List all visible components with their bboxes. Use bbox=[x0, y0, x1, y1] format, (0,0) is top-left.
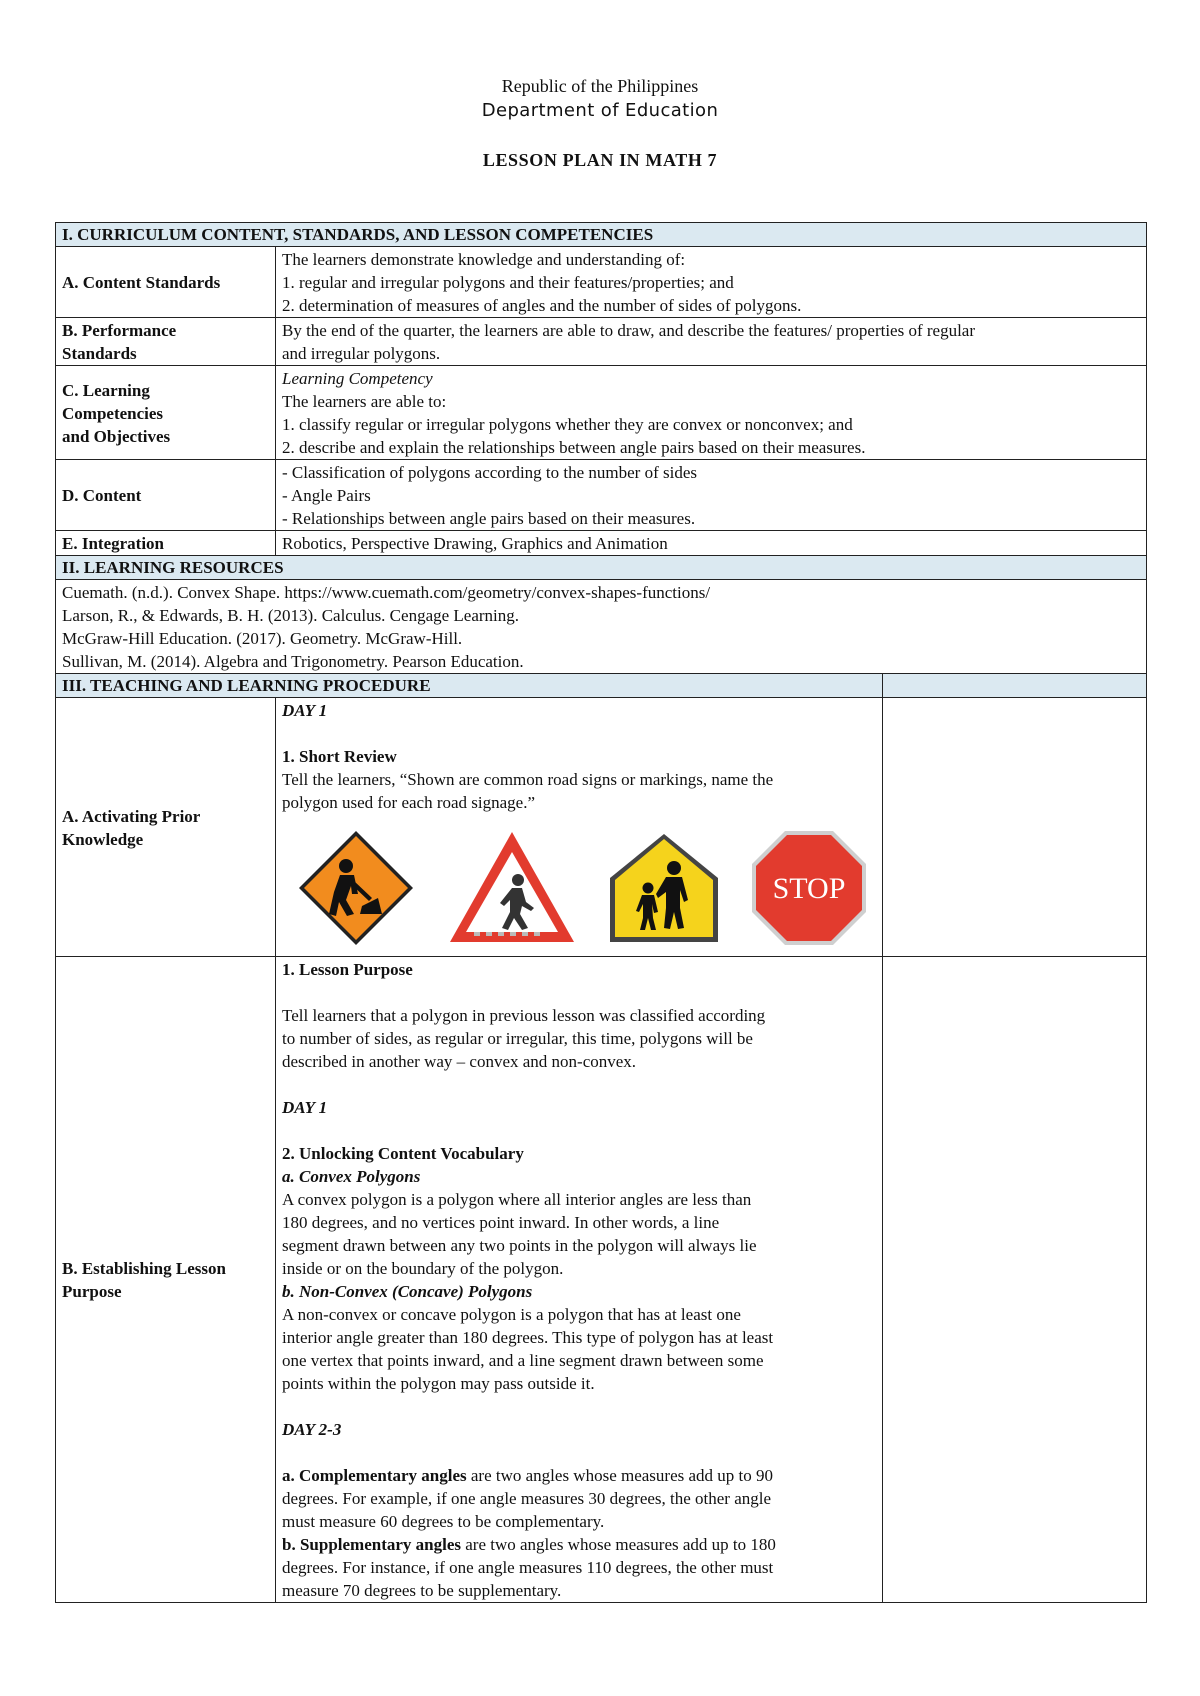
text-line: degrees. For example, if one angle measures 30 degrees, the other angle bbox=[282, 1489, 772, 1508]
content-standards-line: 1. regular and irregular polygons and their features/properties; and bbox=[282, 273, 734, 292]
school-crossing-sign-icon bbox=[608, 832, 720, 944]
text-line: inside or on the boundary of the polygon. bbox=[282, 1259, 564, 1278]
lesson-plan-title: LESSON PLAN IN MATH 7 bbox=[482, 150, 718, 170]
text-line: - Angle Pairs bbox=[282, 486, 371, 505]
road-signs-images bbox=[282, 814, 872, 956]
text-line: 180 degrees, and no vertices point inward. In other words, a line bbox=[282, 1213, 720, 1232]
text-line: 1. classify regular or irregular polygons whether they are convex or nonconvex; and bbox=[282, 415, 853, 434]
lesson-plan-table bbox=[55, 222, 1147, 1603]
day-label: DAY 2-3 bbox=[282, 1420, 342, 1439]
integration-label: E. Integration bbox=[56, 531, 276, 556]
text-line: Tell the learners, “Shown are common road signs or markings, name the bbox=[282, 770, 774, 789]
text-line: - Classification of polygons according to the number of sides bbox=[282, 463, 697, 482]
day-label: DAY 1 bbox=[282, 701, 328, 720]
content-text bbox=[276, 460, 1147, 531]
activating-prior-knowledge-label bbox=[56, 698, 276, 957]
label-line: Purpose bbox=[62, 1282, 122, 1301]
section-1-header-row bbox=[56, 223, 1147, 247]
resource-item: Cuemath. (n.d.). Convex Shape. https://www.cuemath.com/geometry/convex-shapes-functions/ bbox=[62, 583, 711, 602]
content-label: D. Content bbox=[56, 460, 276, 531]
text-line: 2. describe and explain the relationships between angle pairs based on their measures. bbox=[282, 438, 866, 457]
resource-item: McGraw-Hill Education. (2017). Geometry. McGraw-Hill. bbox=[62, 629, 463, 648]
supplementary-definition bbox=[282, 1533, 876, 1556]
establishing-lesson-purpose-label bbox=[56, 957, 276, 1603]
performance-standards-text bbox=[276, 318, 1147, 366]
section-2-header-row bbox=[56, 556, 1147, 580]
document-header bbox=[0, 74, 1200, 172]
text-line: polygon used for each road signage.” bbox=[282, 793, 536, 812]
section-1-heading: I. CURRICULUM CONTENT, STANDARDS, AND LESSON COMPETENCIES bbox=[56, 223, 1147, 247]
stop-sign-icon bbox=[750, 829, 868, 947]
text-line: The learners are able to: bbox=[282, 392, 447, 411]
text-line: and irregular polygons. bbox=[282, 344, 441, 363]
content-standards-text bbox=[276, 247, 1147, 318]
text-line: must measure 60 degrees to be complementary. bbox=[282, 1512, 605, 1531]
text-line: measure 70 degrees to be supplementary. bbox=[282, 1581, 562, 1600]
supplementary-term: b. Supplementary angles bbox=[282, 1535, 461, 1554]
text-line: points within the polygon may pass outside it. bbox=[282, 1374, 595, 1393]
short-review-heading: 1. Short Review bbox=[282, 747, 397, 766]
learning-competencies-row bbox=[56, 366, 1147, 460]
performance-standards-row bbox=[56, 318, 1147, 366]
text-line: - Relationships between angle pairs based on their measures. bbox=[282, 509, 696, 528]
text-line: By the end of the quarter, the learners are able to draw, and describe the features/ properties of regular bbox=[282, 321, 976, 340]
text-line: one vertex that points inward, and a line segment drawn between some bbox=[282, 1351, 764, 1370]
vocabulary-heading: 2. Unlocking Content Vocabulary bbox=[282, 1144, 524, 1163]
text-span: are two angles whose measures add up to 180 bbox=[461, 1535, 776, 1554]
text-line: A convex polygon is a polygon where all interior angles are less than bbox=[282, 1190, 752, 1209]
text-line: described in another way – convex and non-convex. bbox=[282, 1052, 637, 1071]
label-line: Knowledge bbox=[62, 829, 144, 849]
nonconvex-polygons-term: b. Non-Convex (Concave) Polygons bbox=[282, 1282, 533, 1301]
integration-row bbox=[56, 531, 1147, 556]
label-line: Competencies bbox=[62, 403, 164, 423]
content-standards-label: A. Content Standards bbox=[56, 247, 276, 318]
resources-row bbox=[56, 580, 1147, 674]
section-3-header-row bbox=[56, 674, 1147, 698]
section-2-heading: II. LEARNING RESOURCES bbox=[56, 556, 1147, 580]
content-standards-line: The learners demonstrate knowledge and understanding of: bbox=[282, 250, 686, 269]
label-line: Standards bbox=[62, 344, 137, 363]
resource-item: Sullivan, M. (2014). Algebra and Trigonometry. Pearson Education. bbox=[62, 652, 524, 671]
learning-competencies-text bbox=[276, 366, 1147, 460]
label-line: B. Establishing Lesson bbox=[62, 1259, 226, 1278]
road-work-sign-icon bbox=[296, 828, 416, 948]
day-label: DAY 1 bbox=[282, 1098, 328, 1117]
text-line: to number of sides, as regular or irregular, this time, polygons will be bbox=[282, 1029, 753, 1048]
section-3-notes-header bbox=[883, 674, 1147, 698]
label-line: and Objectives bbox=[62, 426, 171, 446]
convex-polygons-term: a. Convex Polygons bbox=[282, 1167, 421, 1186]
integration-text: Robotics, Perspective Drawing, Graphics and Animation bbox=[276, 531, 1147, 556]
text-span: are two angles whose measures add up to 90 bbox=[466, 1466, 774, 1485]
activating-notes-cell bbox=[883, 698, 1147, 957]
republic-line: Republic of the Philippines bbox=[501, 76, 699, 96]
activating-prior-knowledge-content bbox=[276, 698, 883, 957]
resource-item: Larson, R., & Edwards, B. H. (2013). Calculus. Cengage Learning. bbox=[62, 606, 520, 625]
text-line: interior angle greater than 180 degrees. This type of polygon has at least bbox=[282, 1328, 774, 1347]
label-line: C. Learning bbox=[62, 380, 150, 400]
content-row bbox=[56, 460, 1147, 531]
learning-competencies-label bbox=[56, 366, 276, 460]
pedestrian-crossing-sign-icon bbox=[446, 828, 578, 948]
complementary-definition bbox=[282, 1464, 876, 1487]
department-line: Department of Education bbox=[481, 100, 719, 121]
label-line: A. Activating Prior bbox=[62, 806, 201, 826]
establishing-lesson-purpose-row bbox=[56, 957, 1147, 1603]
label-line: B. Performance bbox=[62, 321, 177, 340]
section-3-heading: III. TEACHING AND LEARNING PROCEDURE bbox=[56, 674, 883, 698]
establishing-notes-cell bbox=[883, 957, 1147, 1603]
text-line: segment drawn between any two points in the polygon will always lie bbox=[282, 1236, 757, 1255]
text-line: degrees. For instance, if one angle measures 110 degrees, the other must bbox=[282, 1558, 774, 1577]
competency-heading: Learning Competency bbox=[282, 369, 433, 388]
content-standards-row bbox=[56, 247, 1147, 318]
performance-standards-label bbox=[56, 318, 276, 366]
text-line: Tell learners that a polygon in previous lesson was classified according bbox=[282, 1006, 766, 1025]
text-line: A non-convex or concave polygon is a polygon that has at least one bbox=[282, 1305, 741, 1324]
activating-prior-knowledge-row bbox=[56, 698, 1147, 957]
content-standards-line: 2. determination of measures of angles and the number of sides of polygons. bbox=[282, 296, 802, 315]
stop-sign-text: STOP bbox=[772, 872, 846, 905]
resources-list bbox=[56, 580, 1147, 674]
lesson-purpose-heading: 1. Lesson Purpose bbox=[282, 960, 413, 979]
complementary-term: a. Complementary angles bbox=[282, 1466, 467, 1485]
establishing-lesson-purpose-content bbox=[276, 957, 883, 1603]
